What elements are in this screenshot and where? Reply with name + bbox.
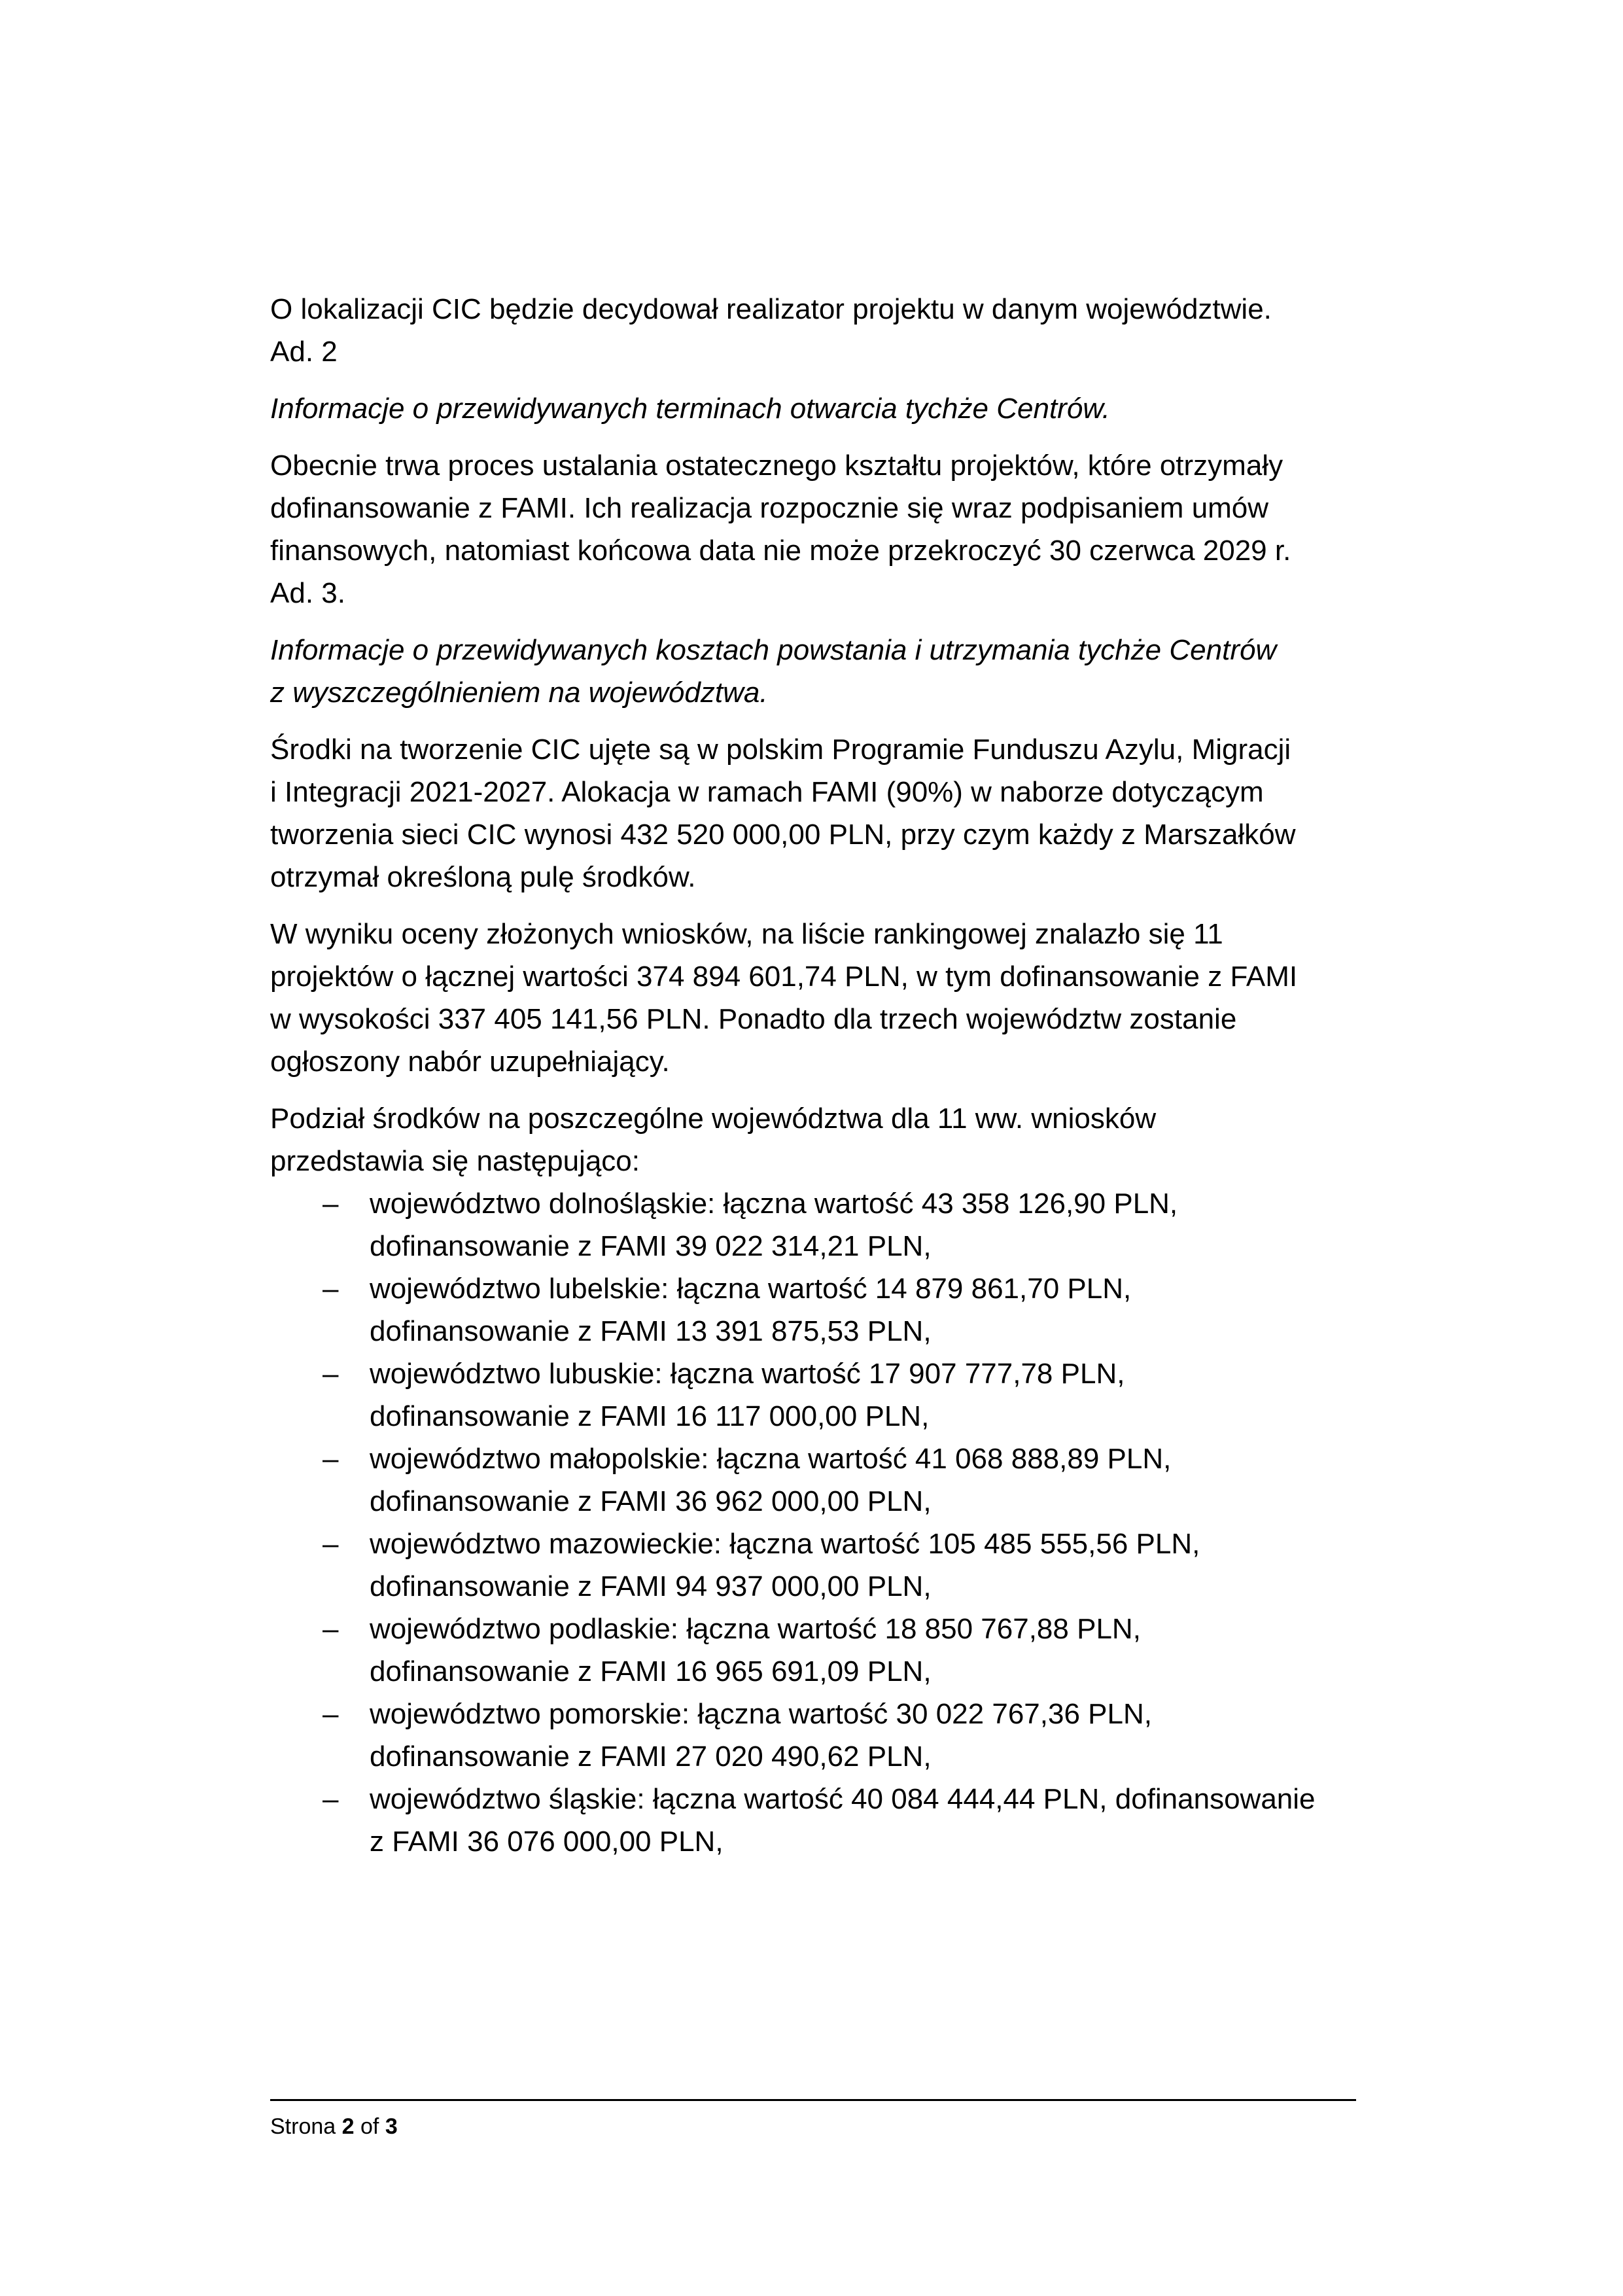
footer-page-number: 2 bbox=[341, 2114, 355, 2139]
list-item-line: dofinansowanie z FAMI 13 391 875,53 PLN, bbox=[370, 1315, 932, 1347]
paragraph-line: i Integracji 2021-2027. Alokacja w ramach FAMI (90%) w naborze dotyczącym bbox=[270, 776, 1264, 808]
list-item-line: dofinansowanie z FAMI 16 117 000,00 PLN, bbox=[370, 1400, 930, 1432]
section-3-paragraph-3 bbox=[270, 1097, 1356, 1182]
list-item-line: dofinansowanie z FAMI 94 937 000,00 PLN, bbox=[370, 1570, 932, 1602]
list-item-line: województwo lubuskie: łączna wartość 17 907 777,78 PLN, bbox=[370, 1358, 1125, 1390]
bullet-dash: – bbox=[323, 1528, 339, 1560]
intro-paragraph: O lokalizacji CIC będzie decydował realizator projektu w danym województwie. bbox=[270, 293, 1272, 325]
bullet-dash: – bbox=[323, 1698, 339, 1730]
list-item-line: województwo mazowieckie: łączna wartość 105 485 555,56 PLN, bbox=[370, 1528, 1200, 1560]
paragraph-line: przedstawia się następująco: bbox=[270, 1145, 640, 1177]
section-2-answer-line: dofinansowanie z FAMI. Ich realizacja rozpocznie się wraz podpisaniem umów bbox=[270, 492, 1269, 524]
section-3-paragraph-2 bbox=[270, 913, 1356, 1083]
list-item-line: dofinansowanie z FAMI 27 020 490,62 PLN, bbox=[370, 1740, 932, 1773]
footer-total-pages: 3 bbox=[385, 2114, 398, 2139]
bullet-dash: – bbox=[323, 1358, 339, 1390]
section-3-question bbox=[270, 629, 1356, 714]
list-item bbox=[270, 1182, 1356, 1267]
document-body bbox=[270, 288, 1356, 1863]
section-2-answer bbox=[270, 444, 1356, 572]
bullet-dash: – bbox=[323, 1443, 339, 1475]
section-3-paragraph-1 bbox=[270, 728, 1356, 898]
list-item-line: województwo śląskie: łączna wartość 40 084 444,44 PLN, dofinansowanie bbox=[370, 1783, 1316, 1815]
section-2-answer-line: Obecnie trwa proces ustalania ostatecznego kształtu projektów, które otrzymały bbox=[270, 450, 1283, 482]
paragraph-line: otrzymał określoną pulę środków. bbox=[270, 861, 696, 893]
paragraph-line: w wysokości 337 405 141,56 PLN. Ponadto dla trzech województw zostanie bbox=[270, 1003, 1237, 1035]
paragraph-line: ogłoszony nabór uzupełniający. bbox=[270, 1046, 670, 1078]
list-item bbox=[270, 1608, 1356, 1693]
bullet-dash: – bbox=[323, 1783, 339, 1815]
list-item-line: województwo lubelskie: łączna wartość 14 879 861,70 PLN, bbox=[370, 1273, 1132, 1305]
list-item bbox=[270, 1352, 1356, 1438]
paragraph-line: Podział środków na poszczególne województwa dla 11 ww. wniosków bbox=[270, 1103, 1157, 1135]
section-2-answer-line: finansowych, natomiast końcowa data nie może przekroczyć 30 czerwca 2029 r. bbox=[270, 535, 1291, 567]
section-2-question: Informacje o przewidywanych terminach otwarcia tychże Centrów. bbox=[270, 393, 1110, 425]
page-footer bbox=[270, 2113, 398, 2140]
section-3-question-line: Informacje o przewidywanych kosztach powstania i utrzymania tychże Centrów bbox=[270, 634, 1277, 666]
bullet-dash: – bbox=[323, 1273, 339, 1305]
list-item bbox=[270, 1523, 1356, 1608]
voivodeship-list bbox=[270, 1182, 1356, 1863]
list-item-line: województwo podlaskie: łączna wartość 18 850 767,88 PLN, bbox=[370, 1613, 1141, 1645]
paragraph-line: tworzenia sieci CIC wynosi 432 520 000,00 PLN, przy czym każdy z Marszałków bbox=[270, 819, 1296, 851]
section-3-heading: Ad. 3. bbox=[270, 577, 345, 609]
list-item bbox=[270, 1267, 1356, 1352]
list-item bbox=[270, 1693, 1356, 1778]
section-3-question-line: z wyszczególnieniem na województwa. bbox=[270, 677, 768, 709]
list-item bbox=[270, 1438, 1356, 1523]
footer-divider bbox=[270, 2099, 1356, 2101]
list-item-line: dofinansowanie z FAMI 36 962 000,00 PLN, bbox=[370, 1485, 932, 1517]
footer-prefix: Strona bbox=[270, 2114, 336, 2139]
paragraph-line: projektów o łącznej wartości 374 894 601,74 PLN, w tym dofinansowanie z FAMI bbox=[270, 961, 1298, 993]
paragraph-line: W wyniku oceny złożonych wniosków, na liście rankingowej znalazło się 11 bbox=[270, 918, 1223, 950]
list-item-line: dofinansowanie z FAMI 16 965 691,09 PLN, bbox=[370, 1655, 932, 1687]
bullet-dash: – bbox=[323, 1188, 339, 1220]
footer-of: of bbox=[360, 2114, 379, 2139]
bullet-dash: – bbox=[323, 1613, 339, 1645]
list-item-line: województwo pomorskie: łączna wartość 30 022 767,36 PLN, bbox=[370, 1698, 1152, 1730]
list-item-line: dofinansowanie z FAMI 39 022 314,21 PLN, bbox=[370, 1230, 932, 1262]
list-item-line: z FAMI 36 076 000,00 PLN, bbox=[370, 1826, 724, 1858]
section-2-heading: Ad. 2 bbox=[270, 336, 338, 368]
list-item-line: województwo dolnośląskie: łączna wartość 43 358 126,90 PLN, bbox=[370, 1188, 1178, 1220]
list-item bbox=[270, 1778, 1356, 1863]
paragraph-line: Środki na tworzenie CIC ujęte są w polskim Programie Funduszu Azylu, Migracji bbox=[270, 733, 1291, 766]
list-item-line: województwo małopolskie: łączna wartość 41 068 888,89 PLN, bbox=[370, 1443, 1172, 1475]
